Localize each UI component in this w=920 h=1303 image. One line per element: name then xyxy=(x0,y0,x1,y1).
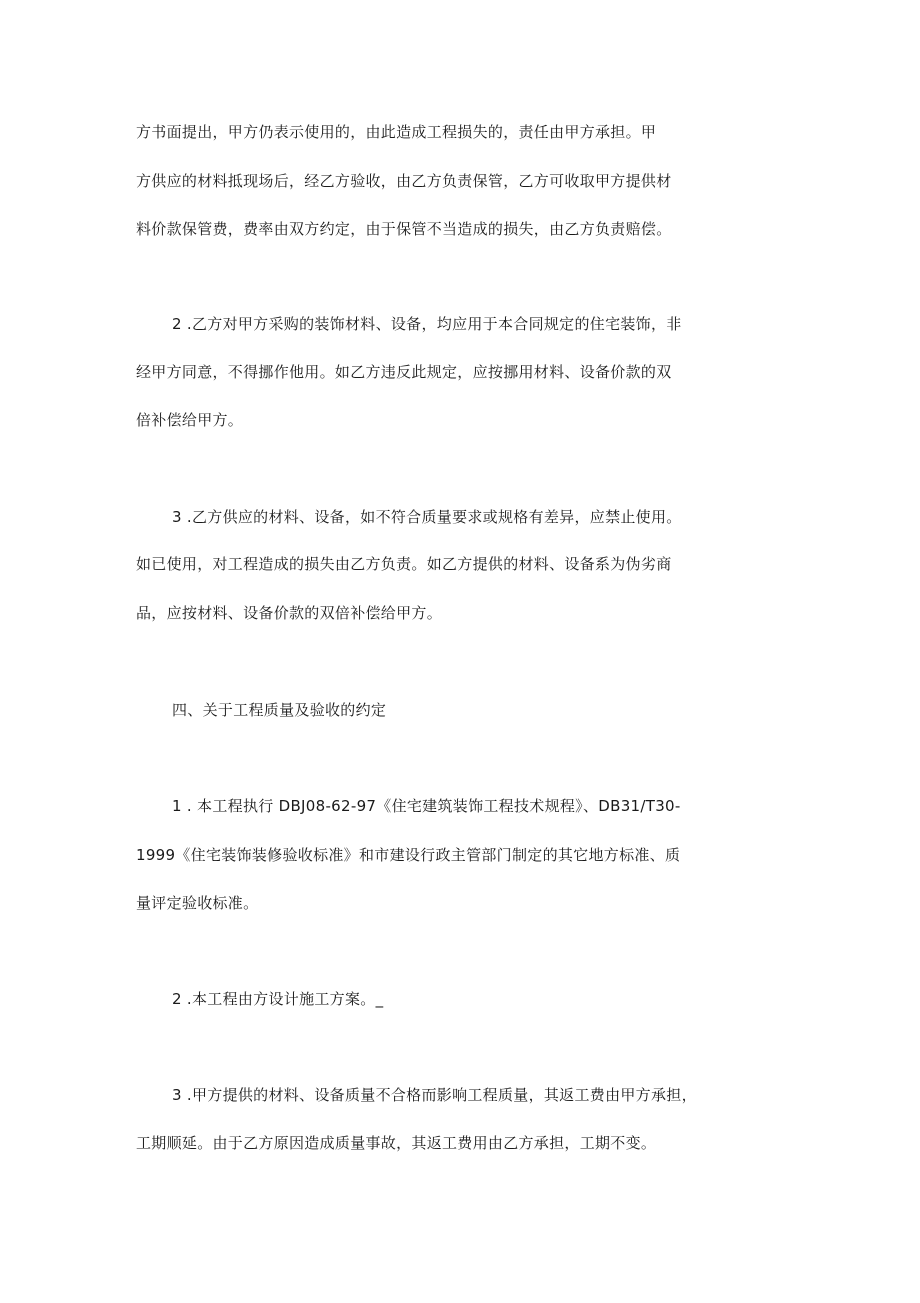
paragraph-line: 方书面提出，甲方仍表示使用的，由此造成工程损失的，责任由甲方承担。甲 xyxy=(136,123,657,141)
section-4-clause-3-line: 工期顺延。由于乙方原因造成质量事故，其返工费用由乙方承担，工期不变。 xyxy=(136,1134,657,1152)
section-4-clause-3-line: 3 .甲方提供的材料、设备质量不合格而影响工程质量，其返工费由甲方承担， xyxy=(172,1086,697,1104)
clause-3-line: 如已使用，对工程造成的损失由乙方负责。如乙方提供的材料、设备系为伪劣商 xyxy=(136,555,672,573)
paragraph-line: 方供应的材料抵现场后，经乙方验收，由乙方负责保管，乙方可收取甲方提供材 xyxy=(136,172,672,190)
section-4-clause-2-line: 2 .本工程由方设计施工方案。_ xyxy=(172,990,384,1008)
section-4-clause-1-line: 1 . 本工程执行 DBJ08-62-97《住宅建筑装饰工程技术规程》、DB31/T30- xyxy=(172,797,681,815)
clause-3-line: 3 .乙方供应的材料、设备，如不符合质量要求或规格有差异，应禁止使用。 xyxy=(172,508,682,526)
clause-2-line: 倍补偿给甲方。 xyxy=(136,411,244,429)
clause-3-line: 品，应按材料、设备价款的双倍补偿给甲方。 xyxy=(136,604,443,622)
section-4-clause-1-line: 量评定验收标准。 xyxy=(136,894,259,912)
section-4-clause-1-line: 1999《住宅装饰装修验收标准》和市建设行政主管部门制定的其它地方标准、质 xyxy=(136,846,681,864)
paragraph-line: 料价款保管费，费率由双方约定，由于保管不当造成的损失，由乙方负责赔偿。 xyxy=(136,220,672,238)
clause-2-line: 2 .乙方对甲方采购的装饰材料、设备，均应用于本合同规定的住宅装饰，非 xyxy=(172,315,682,333)
section-4-heading: 四、关于工程质量及验收的约定 xyxy=(172,701,387,719)
clause-2-line: 经甲方同意，不得挪作他用。如乙方违反此规定，应按挪用材料、设备价款的双 xyxy=(136,363,672,381)
